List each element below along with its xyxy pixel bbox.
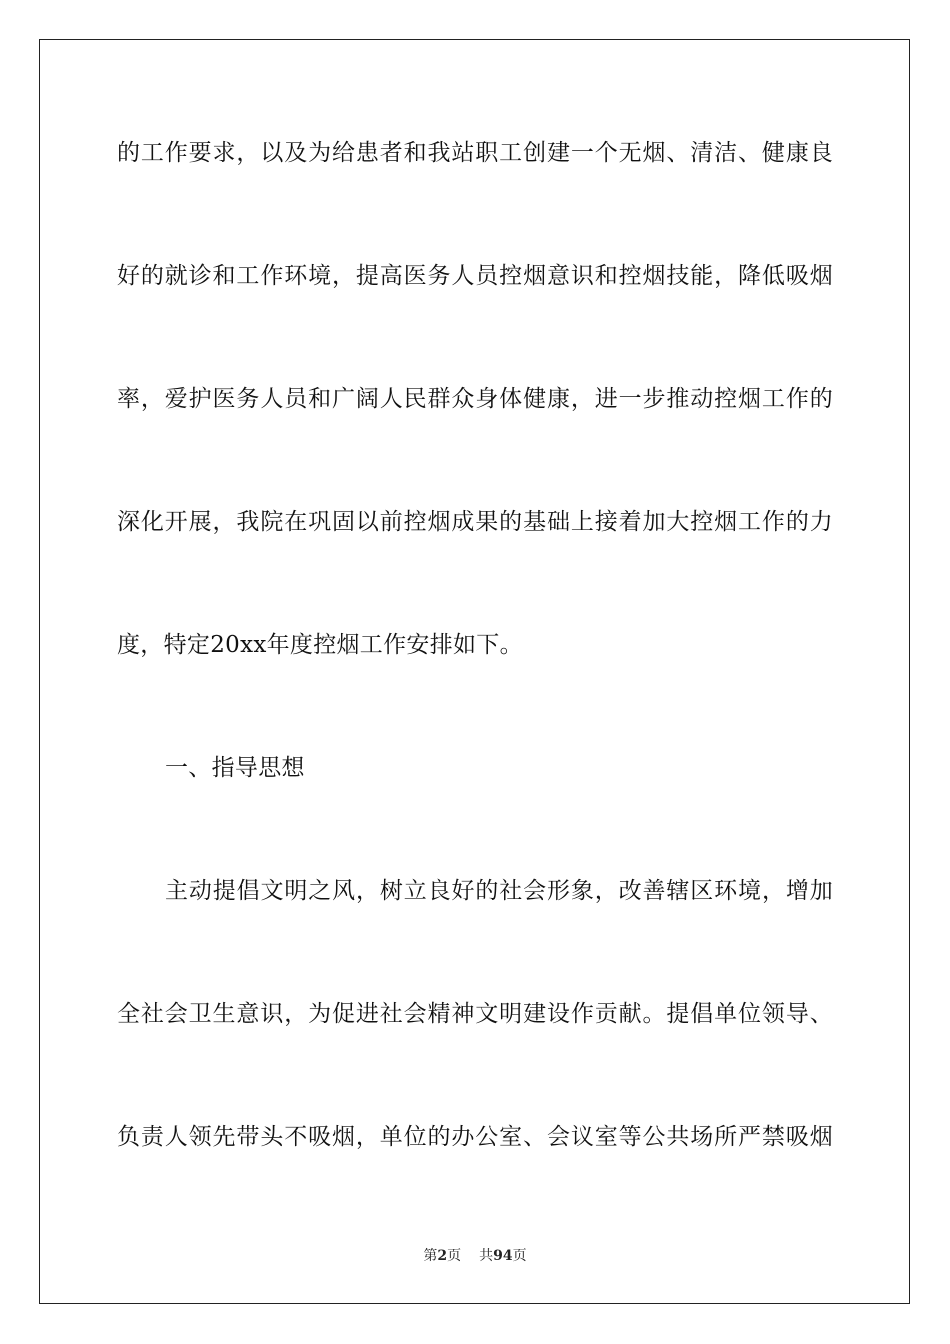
- body-text-line: 全社会卫生意识，为促进社会精神文明建设作贡献。提倡单位领导、: [117, 1001, 833, 1027]
- page-footer: [0, 1247, 950, 1265]
- body-text-line: 率，爱护医务人员和广阔人民群众身体健康，进一步推动控烟工作的: [117, 386, 833, 412]
- total-prefix: 共: [479, 1248, 494, 1264]
- body-text-line: 深化开展，我院在巩固以前控烟成果的基础上接着加大控烟工作的力: [117, 509, 833, 535]
- section-heading: 一、指导思想: [165, 755, 305, 781]
- page-number: 2: [437, 1248, 448, 1264]
- body-text-line: 好的就诊和工作环境，提高医务人员控烟意识和控烟技能，降低吸烟: [117, 263, 833, 289]
- body-text-line: 的工作要求，以及为给患者和我站职工创建一个无烟、清洁、健康良: [117, 140, 833, 166]
- page-prefix: 第: [423, 1248, 438, 1264]
- paragraph-first-line: 主动提倡文明之风，树立良好的社会形象，改善辖区环境，增加: [165, 878, 833, 904]
- total-pages: 94: [493, 1248, 513, 1264]
- page-suffix: 页: [447, 1248, 462, 1264]
- body-text-line: 负责人领先带头不吸烟，单位的办公室、会议室等公共场所严禁吸烟: [117, 1124, 833, 1150]
- body-text-line: 度，特定20xx年度控烟工作安排如下。: [117, 632, 523, 658]
- total-suffix: 页: [512, 1248, 527, 1264]
- page-border: [39, 39, 910, 1304]
